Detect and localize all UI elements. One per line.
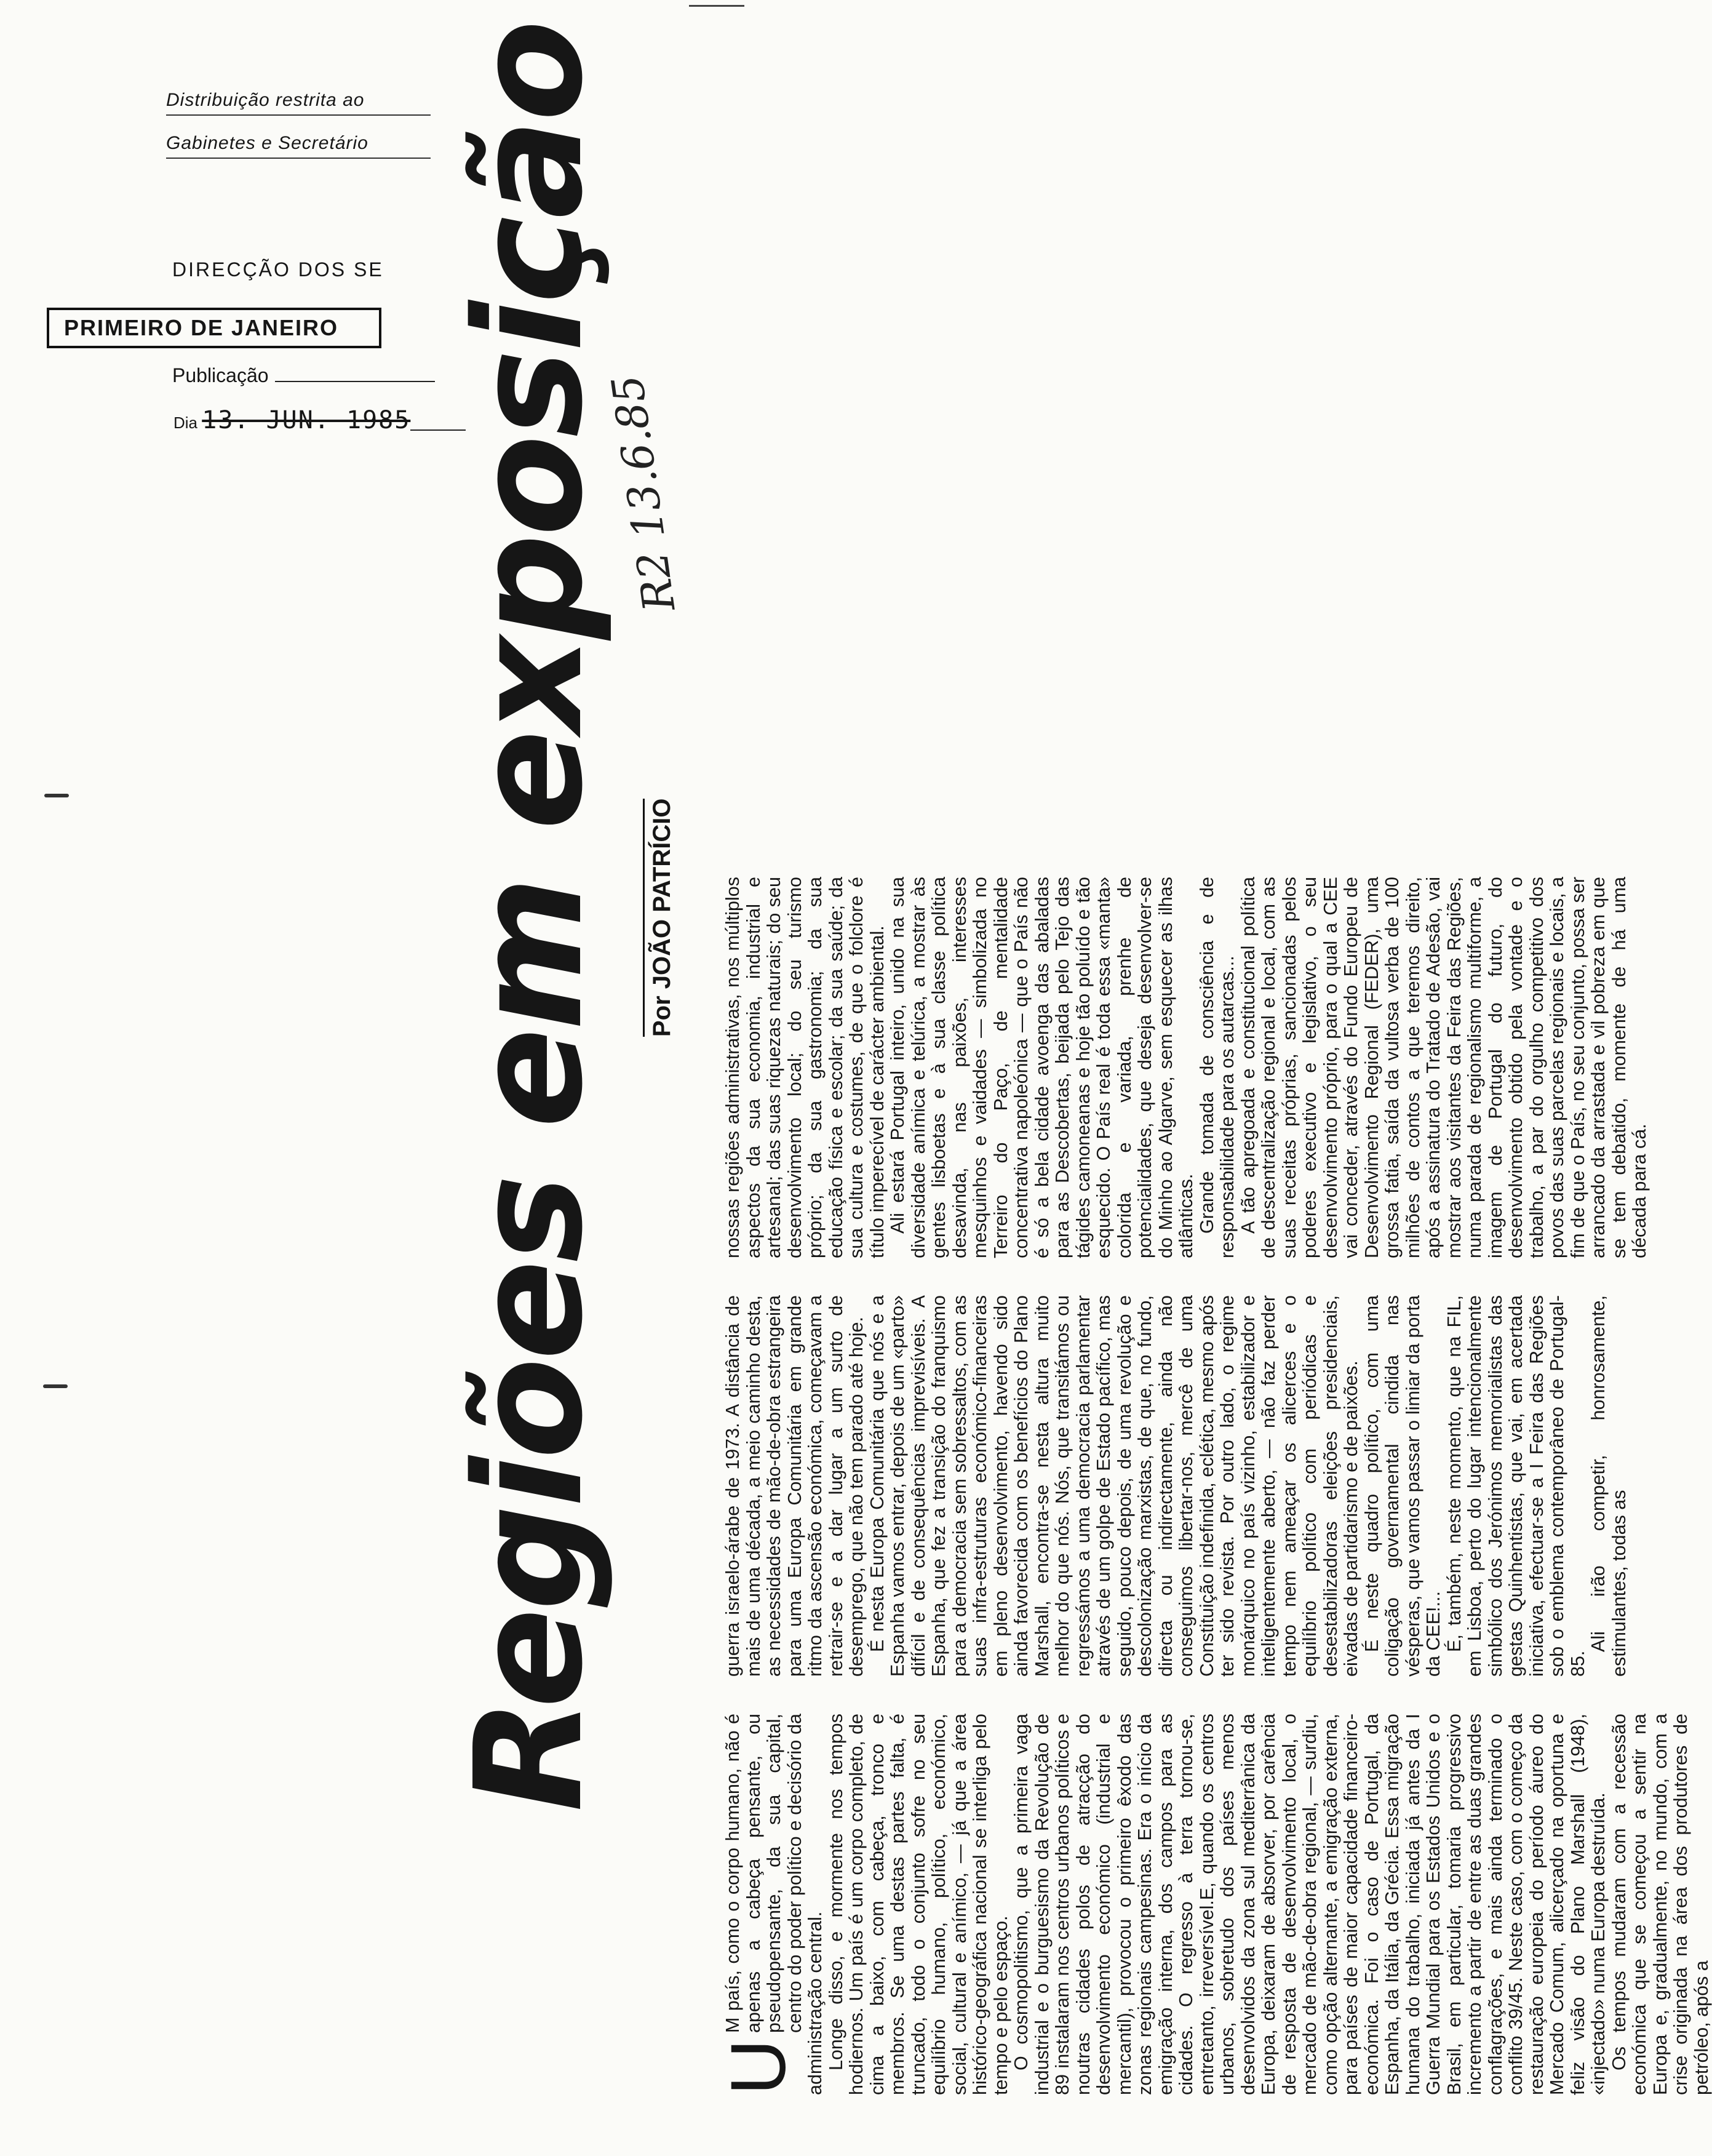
- article-paragraph: É, também, neste momento, que na FIL, em Lisboa, perto do lugar intencionalmente simbólico dos Jerónimos memorialistas das gestas Quinhentistas, que vai, em acertada iniciativa, efectuar-se a I Feira das Regiões sob o emblema contemporâneo de Portugal-85.: [1443, 1295, 1588, 1677]
- margin-mark: [43, 1384, 68, 1388]
- paragraph-text: M país, como o corpo humano, não é apenas a cabeça pensante, ou pseudopensante, da sua capital, centro do poder político e decisório da administração central.: [722, 1714, 826, 2095]
- article-paragraph: Longe disso, e mormente nos tempos hodiernos. Um país é um corpo completo, de cima a baixo, com cabeça, tronco e membros. Se uma destas partes falta, é truncado, todo o conjunto sofre no seu equilíbrio humano, político, económico, social, cultural e anímico, — já que a área histórico-geográfica nacional se interliga pelo tempo e pelo espaço.: [825, 1714, 1011, 2095]
- date-stamp: 13. JUN. 1985: [202, 406, 411, 434]
- publicacao-label: Publicação: [172, 364, 269, 386]
- article-paragraph: nossas regiões administrativas, nos múltiplos aspectos da sua economia, industrial e artesanal; das suas riquezas naturais; do seu desenvolvimento local; do seu turismo próprio; da sua gastronomia; da sua educação física e escolar; da sua saúde; da sua cultura e costumes, de que o folclore é título imperecível de carácter ambiental.: [722, 877, 888, 1258]
- dia-label: Dia: [173, 413, 198, 432]
- article-paragraph: É neste quadro político, com uma coligação governamental cindida nas vésperas, que vamos passar o limiar da porta da CEE!...: [1361, 1295, 1444, 1677]
- article-paragraph: É nesta Europa Comunitária que nós e a Espanha vamos entrar, depois de um «parto» difícil e de consequências imprevisíveis. A Espanha, que fez a transição do franquismo para a democracia sem sobressaltos, com as suas infra-estruturas económico-financeiras em pleno desenvolvimento, havendo sido ainda favorecida com os benefícios do Plano Marshall, encontra-se nesta altura muito melhor do que nós. Nós, que transitámos ou regressámos a uma democracia parlamentar através de um golpe de Estado pacífico, mas seguido, pouco depois, de uma revolução e descolonização marxistas, de que, no fundo, directa ou indirectamente, ainda não conseguimos libertar-nos, mercê de uma Constituição indefinida, eclética, mesmo após ter sido revista. Por outro lado, o regime monárquico no país vizinho, estabilizador e inteligentemente aberto, — não faz perder tempo nem ameaçar os alicerces e o equilíbrio político com periódicas e desestabilizadoras eleições presidenciais, eivadas de partidarismo e de paixões.: [866, 1295, 1361, 1677]
- newspaper-name: PRIMEIRO DE JANEIRO: [64, 315, 339, 340]
- article-byline: Por JOÃO PATRÍCIO: [643, 799, 676, 1037]
- drop-cap: U: [715, 2039, 802, 2095]
- article: [71, 22, 1712, 2120]
- article-title: Regiões em exposição: [443, 22, 615, 1812]
- article-paragraph: Os tempos mudaram com a recessão económica que se começou a sentir na Europa e, gradualmente, no mundo, com a crise originada na área dos produtores de petróleo, após a: [1608, 1714, 1712, 2095]
- distribution-line-2: Gabinetes e Secretário: [166, 129, 431, 159]
- article-paragraph: guerra israelo-árabe de 1973. A distância de mais de uma década, a meio caminho desta, as necessidades de mão-de-obra estrangeira para uma Europa Comunitária em grande ritmo da ascensão económica, começavam a retrair-se e a dar lugar a um surto de desemprego, que não tem parado até hoje.: [722, 1295, 867, 1677]
- article-column-2: [723, 1295, 1630, 1677]
- article-column-3: [723, 877, 1650, 1258]
- margin-mark: [44, 794, 69, 797]
- article-paragraph: Ali estará Portugal inteiro, unido na sua diversidade anímica e telúrica, a mostrar às gentes lisboetas e à sua classe política desavinda, nas paixões, interesses mesquinhos e vaidades — simbolizada no Terreiro do Paço, de mentalidade concentrativa napoleónica — que o País não é só a bela cidade avoenga das abaladas para as Descobertas, beijada pelo Tejo das tágides camoneanas e hoje tão poluído e tão esquecido. O País real é toda essa «manta» colorida e variada, prenhe de potencialidades, que deseja desenvolver-se do Minho ao Algarve, sem esquecer as ilhas atlânticas.: [887, 877, 1196, 1258]
- article-paragraph: O cosmopolitismo, que a primeira vaga industrial e o burguesismo da Revolução de 89 instalaram nos centros urbanos políticos e noutras cidades polos de atracção do desenvolvimento económico (industrial e mercantil), provocou o primeiro êxodo das zonas regionais campesinas. Era o início da emigração interna, dos campos para as cidades. O regresso à terra tornou-se, entretanto, irreversível.E, quando os centros urbanos, sobretudo dos países menos desenvolvidos da zona sul mediterrânica da Europa, deixaram de absorver, por carência de resposta de desenvolvimento local, o mercado de mão-de-obra regional, — surdiu, como opção alternante, a emigração externa, para países de maior capacidade financeiro-económica. Foi o caso de Portugal, da Espanha, da Itália, da Grécia. Essa migração humana do trabalho, iniciada já antes da I Guerra Mundial para os Estados Unidos e o Brasil, em particular, tomaria progressivo incremento a partir de entre as duas grandes conflagrações, e mais ainda terminado o conflito 39/45. Neste caso, com o começo da restauração europeia do período áureo do Mercado Comum, alicerçado na oportuna e feliz visão do Plano Marshall (1948), «injectado» numa Europa destruída.: [1011, 1714, 1609, 2095]
- article-paragraph: Grande tomada de consciência e de responsabilidade para os autarcas...: [1196, 877, 1238, 1258]
- article-paragraph: A tão apregoada e constitucional política de descentralização regional e local, com as suas receitas próprias, sancionadas pelos poderes executivo e legislativo, o seu desenvolvimento próprio, para o qual a CEE vai conceder, através do Fundo Europeu de Desenvolvimento Regional (FEDER), uma grossa fatia, saída da vultosa verba de 100 milhões de contos a que teremos direito, após a assinatura do Tratado de Adesão, vai mostrar aos visitantes da Feira das Regiões, numa parada de regionalismo multiforme, a imagem de Portugal do futuro, do desenvolvimento obtido pela vontade e o trabalho, a par do orgulho competitivo dos povos das suas parcelas regionais e locais, a fim de que o País, no seu conjunto, possa ser arrancado da arrastada e vil pobreza em que se tem debatido, momente de há uma década para cá.: [1237, 877, 1650, 1258]
- article-paragraph: [715, 1714, 826, 2095]
- direccao-label: DIRECÇÃO DOS SE: [172, 258, 384, 281]
- article-paragraph: Ali irão competir, honrosamente, estimulantes, todas as: [1588, 1295, 1630, 1677]
- handwritten-annotation: R2 13.6.85: [602, 372, 685, 615]
- distribution-line-1: Distribuição restrita ao: [166, 86, 431, 116]
- scan-mark: [689, 5, 744, 7]
- article-column-1: [715, 1714, 1712, 2095]
